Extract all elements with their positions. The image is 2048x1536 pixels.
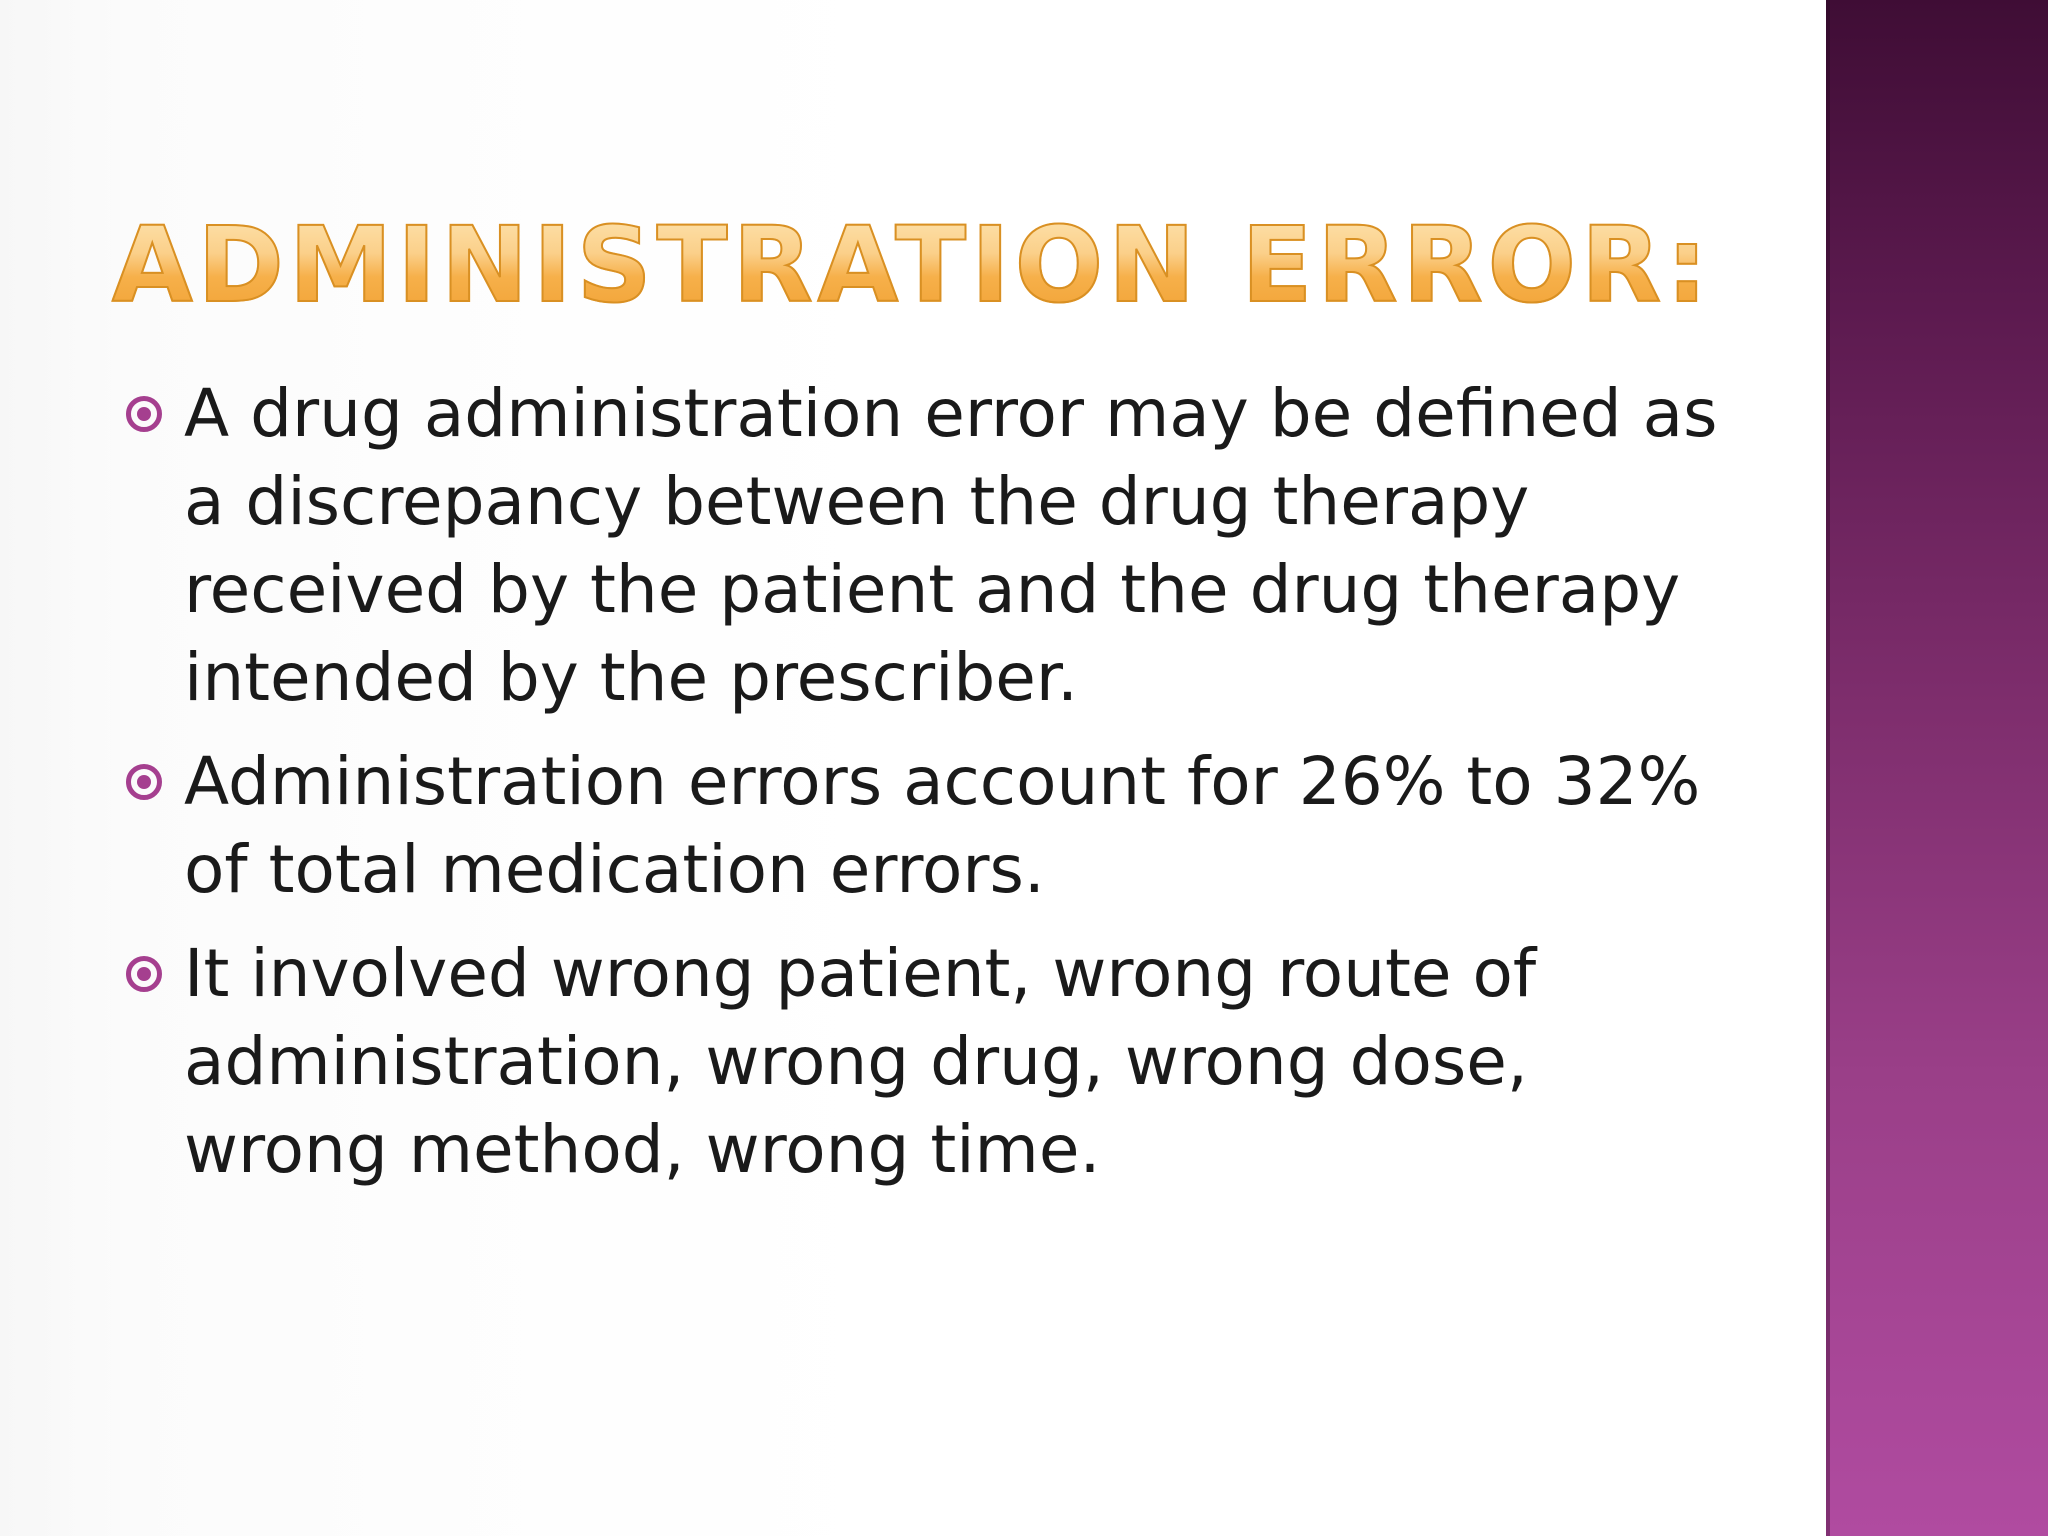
slide-title: ADMINISTRATION ERROR: xyxy=(112,205,1752,325)
bullet-item xyxy=(126,370,1726,722)
target-bullet-icon xyxy=(126,956,162,992)
bullet-text: Administration errors account for 26% to 32% of total medication errors. xyxy=(184,743,1701,908)
side-accent-band xyxy=(1826,0,2048,1536)
bullet-list xyxy=(126,370,1726,1210)
bullet-text: A drug administration error may be defined as a discrepancy between the drug therapy received by the patient and the drug therapy intended by the prescriber. xyxy=(184,375,1718,716)
bullet-item xyxy=(126,930,1726,1194)
bullet-text: It involved wrong patient, wrong route of administration, wrong drug, wrong dose, wrong method, wrong time. xyxy=(184,935,1537,1188)
target-bullet-icon xyxy=(126,764,162,800)
side-accent-band-edge xyxy=(1826,0,1830,1536)
target-bullet-icon xyxy=(126,396,162,432)
bullet-item xyxy=(126,738,1726,914)
